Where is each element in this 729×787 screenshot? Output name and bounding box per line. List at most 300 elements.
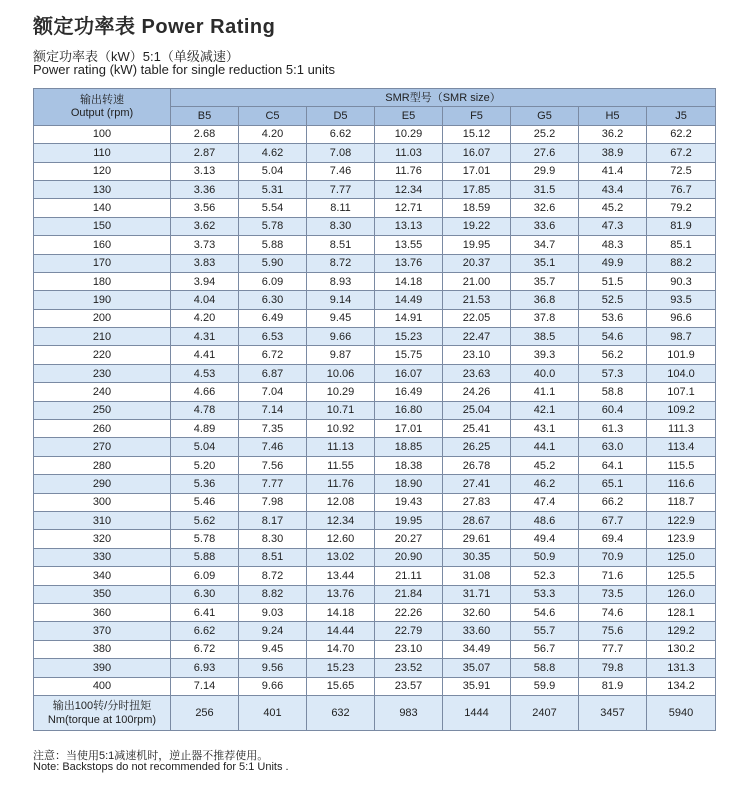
power-value-cell: 5.54 (239, 199, 307, 217)
rpm-cell: 330 (34, 548, 171, 566)
power-value-cell: 8.51 (239, 548, 307, 566)
rpm-cell: 250 (34, 401, 171, 419)
power-value-cell: 14.49 (375, 291, 443, 309)
rpm-cell: 190 (34, 291, 171, 309)
torque-value-cell: 256 (171, 695, 239, 730)
power-value-cell: 69.4 (579, 530, 647, 548)
power-value-cell: 39.3 (511, 346, 579, 364)
power-value-cell: 23.10 (375, 640, 443, 658)
power-value-cell: 20.37 (443, 254, 511, 272)
power-value-cell: 32.6 (511, 199, 579, 217)
power-value-cell: 35.1 (511, 254, 579, 272)
power-value-cell: 12.34 (375, 180, 443, 198)
power-value-cell: 27.83 (443, 493, 511, 511)
table-row (34, 217, 716, 235)
power-value-cell: 29.9 (511, 162, 579, 180)
power-value-cell: 23.52 (375, 659, 443, 677)
power-value-cell: 10.71 (307, 401, 375, 419)
power-value-cell: 12.08 (307, 493, 375, 511)
power-value-cell: 20.90 (375, 548, 443, 566)
power-value-cell: 17.01 (443, 162, 511, 180)
power-value-cell: 6.41 (171, 603, 239, 621)
power-value-cell: 4.20 (171, 309, 239, 327)
power-value-cell: 67.7 (579, 511, 647, 529)
size-header-j5: J5 (647, 107, 716, 125)
power-value-cell: 12.34 (307, 511, 375, 529)
power-value-cell: 34.7 (511, 236, 579, 254)
power-value-cell: 6.30 (239, 291, 307, 309)
power-value-cell: 5.78 (171, 530, 239, 548)
power-value-cell: 48.6 (511, 511, 579, 529)
power-value-cell: 8.82 (239, 585, 307, 603)
power-value-cell: 19.43 (375, 493, 443, 511)
torque-label-en: Nm(torque at 100rpm) (47, 713, 157, 726)
rpm-cell: 150 (34, 217, 171, 235)
power-value-cell: 26.25 (443, 438, 511, 456)
power-value-cell: 88.2 (647, 254, 716, 272)
power-value-cell: 49.9 (579, 254, 647, 272)
power-value-cell: 14.18 (375, 272, 443, 290)
rpm-cell: 200 (34, 309, 171, 327)
power-value-cell: 5.78 (239, 217, 307, 235)
power-value-cell: 3.62 (171, 217, 239, 235)
power-value-cell: 5.62 (171, 511, 239, 529)
power-value-cell: 37.8 (511, 309, 579, 327)
power-value-cell: 66.2 (579, 493, 647, 511)
power-value-cell: 45.2 (579, 199, 647, 217)
rpm-cell: 260 (34, 420, 171, 438)
power-value-cell: 21.00 (443, 272, 511, 290)
power-value-cell: 113.4 (647, 438, 716, 456)
rpm-cell: 350 (34, 585, 171, 603)
power-value-cell: 57.3 (579, 364, 647, 382)
table-row (34, 162, 716, 180)
table-row (34, 567, 716, 585)
power-value-cell: 19.95 (375, 511, 443, 529)
table-row (34, 493, 716, 511)
table-row (34, 291, 716, 309)
power-value-cell: 38.5 (511, 328, 579, 346)
power-value-cell: 24.26 (443, 383, 511, 401)
power-value-cell: 8.93 (307, 272, 375, 290)
rpm-cell: 180 (34, 272, 171, 290)
power-value-cell: 12.71 (375, 199, 443, 217)
power-value-cell: 3.83 (171, 254, 239, 272)
table-row (34, 125, 716, 143)
rpm-cell: 270 (34, 438, 171, 456)
power-value-cell: 8.72 (307, 254, 375, 272)
power-value-cell: 25.2 (511, 125, 579, 143)
power-value-cell: 9.66 (307, 328, 375, 346)
power-value-cell: 23.63 (443, 364, 511, 382)
power-value-cell: 9.24 (239, 622, 307, 640)
output-rpm-header-zh: 输出转速 (80, 93, 124, 106)
power-value-cell: 17.85 (443, 180, 511, 198)
power-value-cell: 13.13 (375, 217, 443, 235)
power-value-cell: 18.85 (375, 438, 443, 456)
power-value-cell: 43.1 (511, 420, 579, 438)
power-value-cell: 6.09 (171, 567, 239, 585)
table-row (34, 603, 716, 621)
power-value-cell: 5.46 (171, 493, 239, 511)
power-value-cell: 43.4 (579, 180, 647, 198)
power-value-cell: 4.20 (239, 125, 307, 143)
power-value-cell: 104.0 (647, 364, 716, 382)
power-value-cell: 36.8 (511, 291, 579, 309)
power-value-cell: 122.9 (647, 511, 716, 529)
table-row (34, 328, 716, 346)
table-row (34, 401, 716, 419)
power-value-cell: 16.80 (375, 401, 443, 419)
table-row (34, 640, 716, 658)
power-value-cell: 4.41 (171, 346, 239, 364)
power-value-cell: 111.3 (647, 420, 716, 438)
table-row (34, 309, 716, 327)
power-value-cell: 7.35 (239, 420, 307, 438)
rpm-cell: 340 (34, 567, 171, 585)
rpm-cell: 310 (34, 511, 171, 529)
rpm-cell: 240 (34, 383, 171, 401)
power-value-cell: 79.2 (647, 199, 716, 217)
power-value-cell: 52.3 (511, 567, 579, 585)
subtitle-chinese: 额定功率表（kW）5:1（单级减速） (33, 49, 239, 64)
power-value-cell: 50.9 (511, 548, 579, 566)
power-value-cell: 115.5 (647, 456, 716, 474)
power-value-cell: 6.53 (239, 328, 307, 346)
power-value-cell: 5.88 (239, 236, 307, 254)
torque-value-cell: 401 (239, 695, 307, 730)
rpm-cell: 370 (34, 622, 171, 640)
table-row (34, 199, 716, 217)
size-header-b5: B5 (171, 107, 239, 125)
smr-size-group-header: SMR型号（SMR size） (171, 89, 716, 107)
torque-label-zh: 输出100转/分时扭矩 (52, 699, 152, 712)
power-value-cell: 6.87 (239, 364, 307, 382)
power-value-cell: 7.46 (307, 162, 375, 180)
power-value-cell: 7.77 (239, 475, 307, 493)
power-value-cell: 125.0 (647, 548, 716, 566)
power-value-cell: 4.04 (171, 291, 239, 309)
table-row (34, 236, 716, 254)
page-title: 额定功率表 Power Rating (33, 16, 276, 38)
rpm-cell: 220 (34, 346, 171, 364)
power-value-cell: 17.01 (375, 420, 443, 438)
power-value-cell: 65.1 (579, 475, 647, 493)
power-value-cell: 3.36 (171, 180, 239, 198)
power-value-cell: 5.20 (171, 456, 239, 474)
torque-value-cell: 5940 (647, 695, 716, 730)
power-value-cell: 109.2 (647, 401, 716, 419)
power-value-cell: 10.29 (375, 125, 443, 143)
power-value-cell: 11.76 (375, 162, 443, 180)
power-value-cell: 18.38 (375, 456, 443, 474)
table-row (34, 677, 716, 695)
power-value-cell: 131.3 (647, 659, 716, 677)
power-value-cell: 9.87 (307, 346, 375, 364)
table-row (34, 438, 716, 456)
rpm-cell: 170 (34, 254, 171, 272)
power-value-cell: 3.13 (171, 162, 239, 180)
torque-value-cell: 2407 (511, 695, 579, 730)
power-value-cell: 126.0 (647, 585, 716, 603)
size-header-e5: E5 (375, 107, 443, 125)
power-value-cell: 7.46 (239, 438, 307, 456)
power-value-cell: 85.1 (647, 236, 716, 254)
note-chinese: 注意：当使用5:1减速机时，逆止器不推荐使用。 (33, 750, 269, 762)
power-value-cell: 15.23 (375, 328, 443, 346)
power-value-cell: 19.95 (443, 236, 511, 254)
rpm-cell: 360 (34, 603, 171, 621)
rpm-cell: 110 (34, 144, 171, 162)
power-value-cell: 16.07 (375, 364, 443, 382)
power-value-cell: 71.6 (579, 567, 647, 585)
power-value-cell: 11.55 (307, 456, 375, 474)
power-value-cell: 7.56 (239, 456, 307, 474)
power-value-cell: 53.3 (511, 585, 579, 603)
power-value-cell: 72.5 (647, 162, 716, 180)
table-row (34, 180, 716, 198)
rpm-cell: 230 (34, 364, 171, 382)
power-value-cell: 6.09 (239, 272, 307, 290)
power-value-cell: 63.0 (579, 438, 647, 456)
power-value-cell: 7.77 (307, 180, 375, 198)
size-header-f5: F5 (443, 107, 511, 125)
power-value-cell: 48.3 (579, 236, 647, 254)
rating-rows (34, 125, 716, 695)
power-value-cell: 118.7 (647, 493, 716, 511)
power-value-cell: 6.49 (239, 309, 307, 327)
power-value-cell: 128.1 (647, 603, 716, 621)
power-value-cell: 5.04 (239, 162, 307, 180)
power-value-cell: 21.53 (443, 291, 511, 309)
power-value-cell: 46.2 (511, 475, 579, 493)
power-value-cell: 123.9 (647, 530, 716, 548)
power-value-cell: 16.49 (375, 383, 443, 401)
note-english: Note: Backstops do not recommended for 5:1 Units . (33, 761, 289, 773)
table-row (34, 659, 716, 677)
power-value-cell: 129.2 (647, 622, 716, 640)
power-value-cell: 35.07 (443, 659, 511, 677)
power-value-cell: 107.1 (647, 383, 716, 401)
power-value-cell: 14.91 (375, 309, 443, 327)
power-value-cell: 18.90 (375, 475, 443, 493)
power-value-cell: 8.11 (307, 199, 375, 217)
power-value-cell: 20.27 (375, 530, 443, 548)
rpm-cell: 210 (34, 328, 171, 346)
rpm-cell: 400 (34, 677, 171, 695)
rpm-cell: 380 (34, 640, 171, 658)
power-value-cell: 54.6 (579, 328, 647, 346)
power-value-cell: 53.6 (579, 309, 647, 327)
torque-row (34, 695, 716, 730)
power-value-cell: 18.59 (443, 199, 511, 217)
power-value-cell: 15.65 (307, 677, 375, 695)
table-row (34, 383, 716, 401)
output-rpm-header (34, 89, 171, 126)
power-value-cell: 11.13 (307, 438, 375, 456)
power-value-cell: 59.9 (511, 677, 579, 695)
power-value-cell: 81.9 (579, 677, 647, 695)
power-value-cell: 6.30 (171, 585, 239, 603)
power-value-cell: 22.26 (375, 603, 443, 621)
power-value-cell: 61.3 (579, 420, 647, 438)
power-value-cell: 8.72 (239, 567, 307, 585)
rpm-cell: 130 (34, 180, 171, 198)
power-value-cell: 33.60 (443, 622, 511, 640)
power-value-cell: 23.10 (443, 346, 511, 364)
power-value-cell: 56.2 (579, 346, 647, 364)
power-value-cell: 27.41 (443, 475, 511, 493)
output-rpm-header-en: Output (rpm) (70, 106, 134, 119)
power-value-cell: 13.76 (375, 254, 443, 272)
power-value-cell: 47.4 (511, 493, 579, 511)
size-header-d5: D5 (307, 107, 375, 125)
power-value-cell: 36.2 (579, 125, 647, 143)
power-value-cell: 41.4 (579, 162, 647, 180)
power-value-cell: 12.60 (307, 530, 375, 548)
table-row (34, 456, 716, 474)
table-row (34, 364, 716, 382)
power-value-cell: 5.88 (171, 548, 239, 566)
power-value-cell: 33.6 (511, 217, 579, 235)
rpm-cell: 160 (34, 236, 171, 254)
torque-value-cell: 3457 (579, 695, 647, 730)
power-value-cell: 25.04 (443, 401, 511, 419)
power-value-cell: 14.18 (307, 603, 375, 621)
power-value-cell: 5.04 (171, 438, 239, 456)
power-value-cell: 96.6 (647, 309, 716, 327)
power-value-cell: 22.05 (443, 309, 511, 327)
power-value-cell: 23.57 (375, 677, 443, 695)
power-value-cell: 27.6 (511, 144, 579, 162)
power-value-cell: 125.5 (647, 567, 716, 585)
power-value-cell: 13.76 (307, 585, 375, 603)
rpm-cell: 320 (34, 530, 171, 548)
power-value-cell: 41.1 (511, 383, 579, 401)
power-value-cell: 49.4 (511, 530, 579, 548)
power-value-cell: 22.79 (375, 622, 443, 640)
power-value-cell: 42.1 (511, 401, 579, 419)
power-value-cell: 70.9 (579, 548, 647, 566)
power-value-cell: 5.90 (239, 254, 307, 272)
power-value-cell: 21.11 (375, 567, 443, 585)
power-value-cell: 77.7 (579, 640, 647, 658)
power-value-cell: 19.22 (443, 217, 511, 235)
power-value-cell: 14.44 (307, 622, 375, 640)
rpm-cell: 120 (34, 162, 171, 180)
power-value-cell: 31.5 (511, 180, 579, 198)
power-value-cell: 38.9 (579, 144, 647, 162)
power-value-cell: 14.70 (307, 640, 375, 658)
power-value-cell: 3.73 (171, 236, 239, 254)
table-row (34, 420, 716, 438)
power-value-cell: 35.91 (443, 677, 511, 695)
power-value-cell: 35.7 (511, 272, 579, 290)
power-value-cell: 6.93 (171, 659, 239, 677)
power-value-cell: 9.14 (307, 291, 375, 309)
power-value-cell: 9.45 (307, 309, 375, 327)
power-value-cell: 2.68 (171, 125, 239, 143)
power-value-cell: 26.78 (443, 456, 511, 474)
table-row (34, 254, 716, 272)
table-row (34, 144, 716, 162)
power-value-cell: 134.2 (647, 677, 716, 695)
power-value-cell: 4.62 (239, 144, 307, 162)
power-value-cell: 7.04 (239, 383, 307, 401)
power-value-cell: 30.35 (443, 548, 511, 566)
power-value-cell: 51.5 (579, 272, 647, 290)
power-value-cell: 98.7 (647, 328, 716, 346)
power-value-cell: 58.8 (511, 659, 579, 677)
power-value-cell: 101.9 (647, 346, 716, 364)
power-rating-table (33, 88, 716, 731)
table-row (34, 272, 716, 290)
power-value-cell: 13.55 (375, 236, 443, 254)
power-value-cell: 4.31 (171, 328, 239, 346)
power-value-cell: 76.7 (647, 180, 716, 198)
power-value-cell: 8.30 (307, 217, 375, 235)
power-value-cell: 45.2 (511, 456, 579, 474)
size-header-h5: H5 (579, 107, 647, 125)
power-value-cell: 6.72 (239, 346, 307, 364)
power-value-cell: 6.62 (171, 622, 239, 640)
power-value-cell: 25.41 (443, 420, 511, 438)
power-value-cell: 7.08 (307, 144, 375, 162)
power-value-cell: 13.44 (307, 567, 375, 585)
power-value-cell: 3.94 (171, 272, 239, 290)
power-value-cell: 15.12 (443, 125, 511, 143)
power-value-cell: 81.9 (647, 217, 716, 235)
power-value-cell: 8.17 (239, 511, 307, 529)
power-value-cell: 28.67 (443, 511, 511, 529)
torque-label (34, 695, 171, 730)
power-value-cell: 62.2 (647, 125, 716, 143)
power-value-cell: 7.14 (239, 401, 307, 419)
table-row (34, 530, 716, 548)
power-value-cell: 116.6 (647, 475, 716, 493)
power-value-cell: 7.14 (171, 677, 239, 695)
power-value-cell: 6.62 (307, 125, 375, 143)
power-value-cell: 10.92 (307, 420, 375, 438)
power-value-cell: 8.51 (307, 236, 375, 254)
power-value-cell: 44.1 (511, 438, 579, 456)
power-value-cell: 56.7 (511, 640, 579, 658)
power-value-cell: 10.29 (307, 383, 375, 401)
power-value-cell: 11.76 (307, 475, 375, 493)
power-value-cell: 29.61 (443, 530, 511, 548)
power-value-cell: 54.6 (511, 603, 579, 621)
rpm-cell: 390 (34, 659, 171, 677)
power-value-cell: 7.98 (239, 493, 307, 511)
power-value-cell: 4.66 (171, 383, 239, 401)
power-value-cell: 67.2 (647, 144, 716, 162)
table-row (34, 475, 716, 493)
power-value-cell: 5.31 (239, 180, 307, 198)
rpm-cell: 280 (34, 456, 171, 474)
power-value-cell: 79.8 (579, 659, 647, 677)
power-value-cell: 9.66 (239, 677, 307, 695)
power-value-cell: 58.8 (579, 383, 647, 401)
power-value-cell: 40.0 (511, 364, 579, 382)
size-header-c5: C5 (239, 107, 307, 125)
power-value-cell: 75.6 (579, 622, 647, 640)
table-row (34, 511, 716, 529)
power-value-cell: 10.06 (307, 364, 375, 382)
torque-value-cell: 632 (307, 695, 375, 730)
power-value-cell: 74.6 (579, 603, 647, 621)
power-value-cell: 93.5 (647, 291, 716, 309)
power-value-cell: 15.23 (307, 659, 375, 677)
